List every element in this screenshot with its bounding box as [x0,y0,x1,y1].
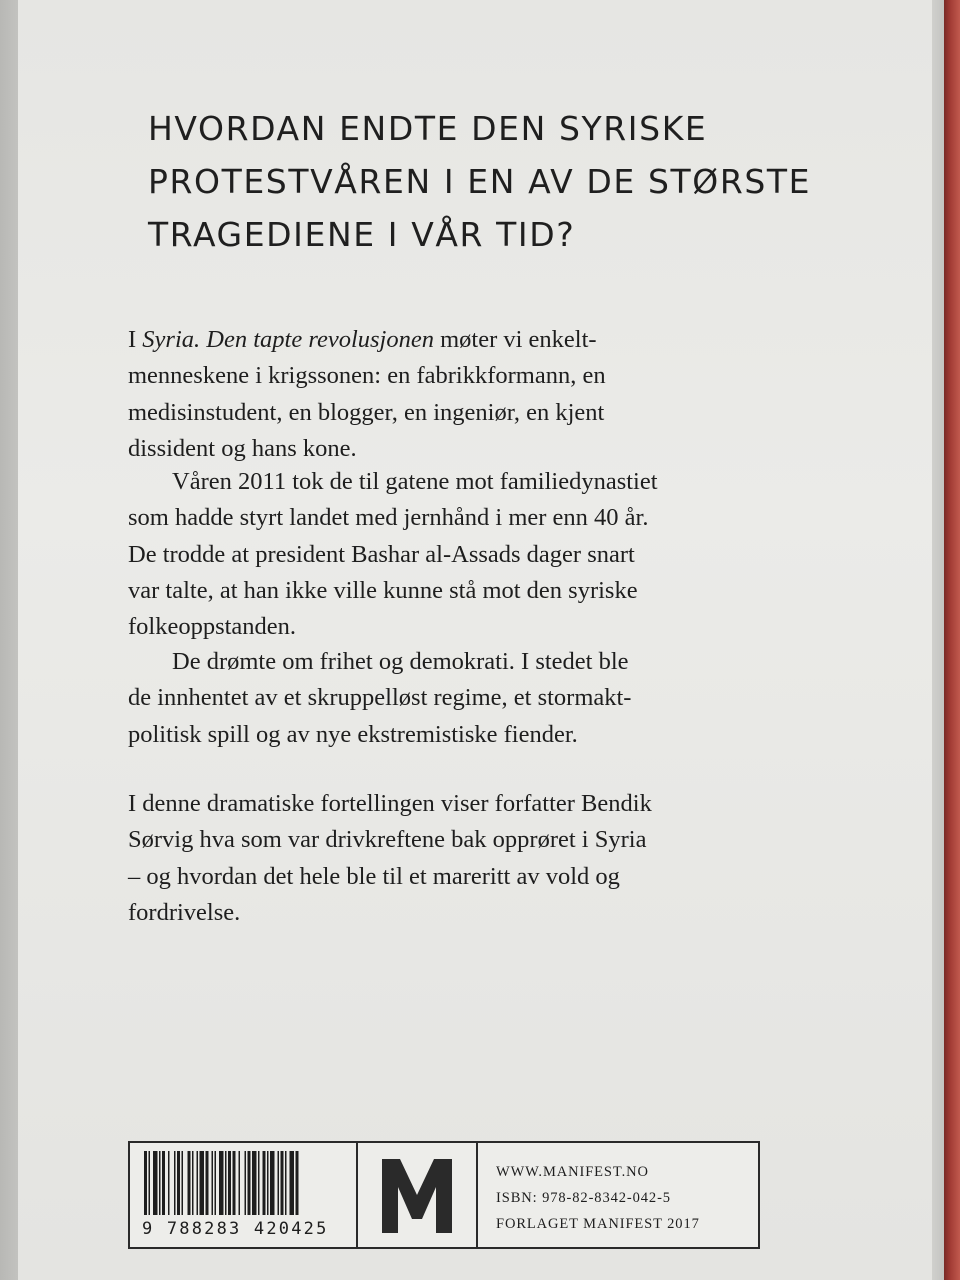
barcode-bar [245,1151,247,1215]
barcode-bar [206,1151,209,1215]
barcode-bar [225,1151,227,1215]
blurb-line: De trodde at president Bashar al-Assads dager snart [128,540,635,568]
blurb-paragraph-author [128,786,788,931]
barcode-bar [162,1151,165,1215]
barcode-bar [153,1151,158,1215]
barcode-bar [228,1151,231,1215]
blurb-line: de innhentet av et skruppelløst regime, et stormakt- [128,684,632,712]
publisher-logo-cell [358,1143,478,1247]
barcode-bar [252,1151,257,1215]
barcode-bar [219,1151,224,1215]
blurb-line: Våren 2011 tok de til gatene mot familiedynastiet [172,468,658,495]
blurb-line: folkeoppstanden. [128,613,297,641]
barcode-bar [215,1151,217,1215]
barcode-bar [192,1151,194,1215]
barcode-bar [144,1151,147,1215]
barcode-bar [197,1151,199,1215]
blurb-line: var talte, at han ikke ville kunne stå mot den syriske [128,576,638,604]
blurb-paragraph-intro [128,322,788,467]
publisher-info [478,1143,758,1247]
blurb-line: menneskene i krigssonen: en fabrikkformann, en [128,362,606,390]
cover-edge [932,0,944,1280]
blurb-text: møter vi enkelt- [433,326,597,353]
barcode-bar [233,1151,236,1215]
book-title-italic: Syria. Den tapte revolusjonen [142,326,434,353]
isbn-barcode-panel [128,1141,760,1249]
blurb-paragraph-spring-2011 [128,464,788,645]
barcode-number: 9 788283 420425 [142,1219,329,1239]
barcode-bar [174,1151,176,1215]
isbn-text: ISBN: 978-82-8342-042-5 [496,1190,671,1206]
headline-line: HVORDAN ENDTE DEN SYRISKE [148,109,708,148]
barcode-bar [263,1151,266,1215]
blurb-line: De drømte om frihet og demokrati. I stedet ble [172,648,629,675]
barcode-bar [258,1151,260,1215]
red-binding-strip [944,0,960,1280]
publisher-imprint: FORLAGET MANIFEST 2017 [496,1216,700,1232]
barcode-bar [290,1151,295,1215]
blurb-line: I denne dramatiske fortellingen viser forfatter Bendik [128,790,652,817]
barcode-bar [248,1151,251,1215]
barcode-bar [159,1151,161,1215]
barcode-bar [285,1151,287,1215]
headline-line: PROTESTVÅREN I EN AV DE STØRSTE [148,162,812,201]
blurb-line: fordrivelse. [128,898,241,926]
barcode-bar [182,1151,184,1215]
barcode-bar [267,1151,269,1215]
barcode-bar [177,1151,180,1215]
barcode-graphic [142,1151,346,1217]
publisher-website: WWW.MANIFEST.NO [496,1164,649,1180]
barcode-bar [281,1151,284,1215]
blurb-line [128,322,788,358]
blurb-line: Sørvig hva som var drivkreftene bak opprøret i Syria [128,826,647,854]
blurb-line: politisk spill og av nye ekstremistiske fiender. [128,720,578,748]
manifest-logo-icon [378,1157,456,1233]
blurb-paragraph-dreams [128,644,788,753]
barcode-bar [212,1151,214,1215]
barcode-bar [188,1151,191,1215]
barcode-bar [278,1151,280,1215]
barcode-cell [130,1143,358,1247]
back-cover-headline [148,102,848,261]
headline-line: TRAGEDIENE I VÅR TID? [148,215,576,254]
blurb-line: som hadde styrt landet med jernhånd i mer enn 40 år. [128,504,649,532]
blurb-line: – og hvordan det hele ble til et mareritt av vold og [128,862,620,890]
blurb-line: medisinstudent, en blogger, en ingeniør, en kjent [128,398,605,426]
barcode-bar [200,1151,205,1215]
barcode-bar [270,1151,275,1215]
barcode-bar [149,1151,151,1215]
barcode-bar [168,1151,170,1215]
blurb-line: dissident og hans kone. [128,434,357,462]
barcode-bar [239,1151,241,1215]
blurb-text: I [128,326,143,353]
barcode-bar [296,1151,299,1215]
